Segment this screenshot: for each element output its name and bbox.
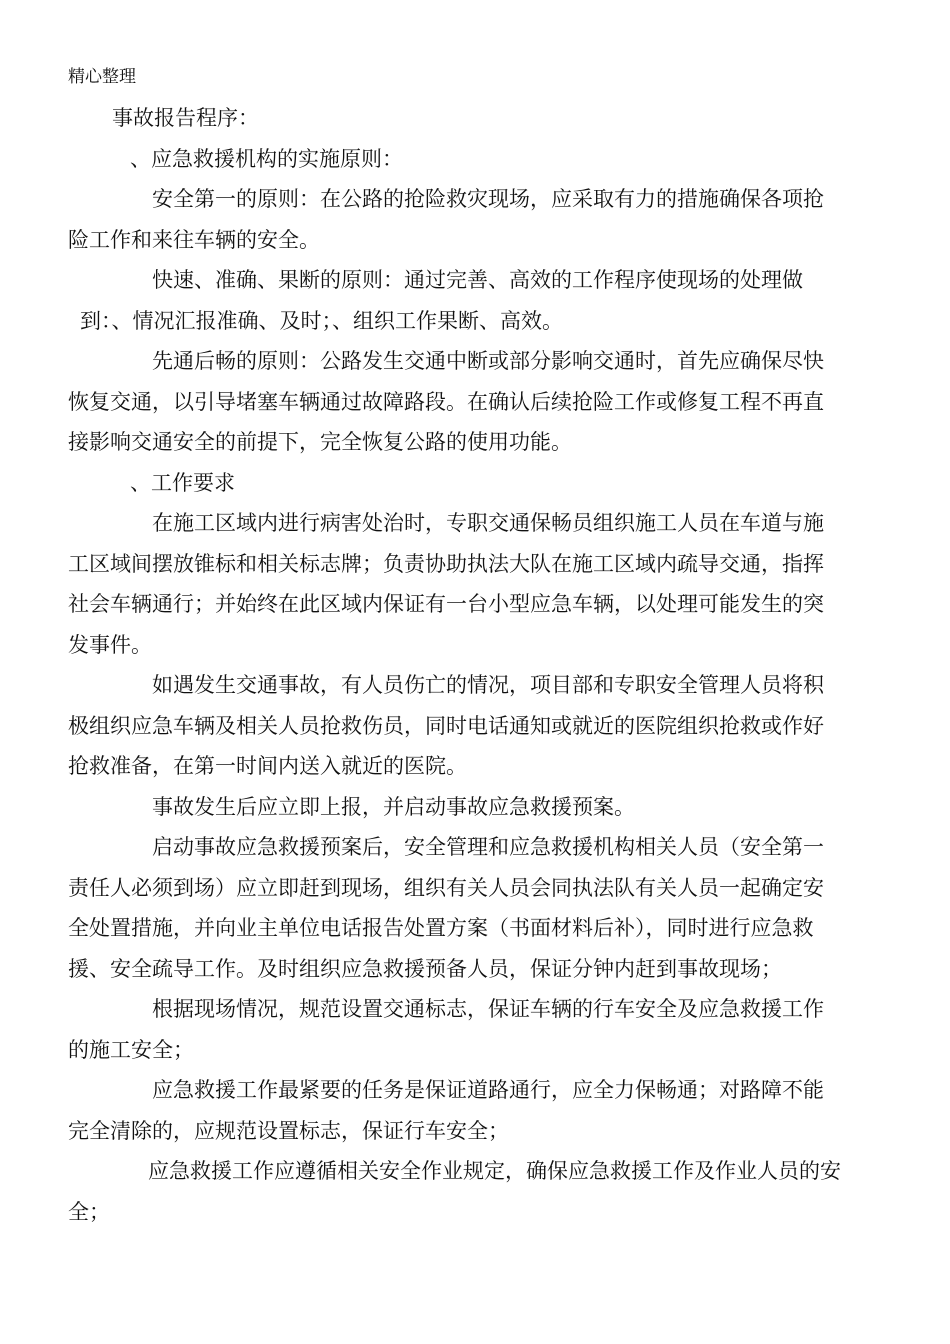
paragraph-line: 应急救援工作应遵循相关安全作业规定，确保应急救援工作及作业人员的安 <box>148 1159 841 1183</box>
paragraph-line: 安全第一的原则：在公路的抢险救灾现场，应采取有力的措施确保各项抢 <box>152 187 824 211</box>
paragraph-line: 到：、情况汇报准确、及时；、组织工作果断、高效。 <box>80 308 563 333</box>
header-note: 精心整理 <box>68 67 136 87</box>
paragraph-implementation-principles <box>68 139 868 180</box>
paragraph-activate-plan <box>68 827 868 989</box>
paragraph-line: 抢救准备，在第一时间内送入就近的医院。 <box>68 754 467 778</box>
paragraph-line: 如遇发生交通事故，有人员伤亡的情况，项目部和专职安全管理人员将积 <box>152 673 824 697</box>
paragraph-line: 工区域间摆放锥标和相关标志牌；负责协助执法大队在施工区域内疏导交通，指挥 <box>68 551 824 576</box>
paragraph-line: 在施工区域内进行病害处治时，专职交通保畅员组织施工人员在车道与施 <box>152 511 824 535</box>
paragraph-line: 极组织应急车辆及相关人员抢救伤员，同时电话通知或就近的医院组织抢救或作好 <box>68 713 824 738</box>
paragraph-line: 的施工安全； <box>68 1037 194 1062</box>
paragraph-line: 援、安全疏导工作。及时组织应急救援预备人员，保证分钟内赶到事故现场； <box>68 956 782 981</box>
paragraph-primary-task <box>68 1070 868 1151</box>
paragraph-site-conditions <box>68 989 868 1070</box>
paragraph-accident-report-procedure <box>68 98 868 139</box>
paragraph-report-immediately <box>68 787 868 828</box>
paragraph-line: 事故报告程序： <box>112 106 259 130</box>
paragraph-construction-zone <box>68 503 868 665</box>
paragraph-line: 快速、准确、果断的原则：通过完善、高效的工作程序使现场的处理做 <box>152 268 803 292</box>
paragraph-line: 险工作和来往车辆的安全。 <box>68 227 320 252</box>
paragraph-line: 接影响交通安全的前提下，完全恢复公路的使用功能。 <box>68 430 572 454</box>
paragraph-line: 社会车辆通行；并始终在此区域内保证有一台小型应急车辆，以处理可能发生的突 <box>68 592 824 616</box>
paragraph-line: 先通后畅的原则：公路发生交通中断或部分影响交通时，首先应确保尽快 <box>152 349 824 373</box>
paragraph-line: 全； <box>68 1199 110 1224</box>
paragraph-line: 启动事故应急救援预案后，安全管理和应急救援机构相关人员（安全第一 <box>152 835 824 859</box>
paragraph-line: 全处置措施，并向业主单位电话报告处置方案（书面材料后补），同时进行应急救 <box>68 916 814 940</box>
paragraph-line: 应急救援工作最紧要的任务是保证道路通行，应全力保畅通；对路障不能 <box>152 1078 824 1102</box>
document-body <box>68 98 868 1232</box>
paragraph-line: 、应急救援机构的实施原则： <box>130 146 403 171</box>
paragraph-line: 恢复交通，以引导堵塞车辆通过故障路段。在确认后续抢险工作或修复工程不再直 <box>68 389 824 414</box>
paragraph-line: 事故发生后应立即上报，并启动事故应急救援预案。 <box>152 794 635 819</box>
paragraph-line: 、工作要求 <box>130 470 235 495</box>
paragraph-follow-regulations <box>68 1151 868 1232</box>
paragraph-line: 发事件。 <box>68 632 152 657</box>
paragraph-line: 完全清除的，应规范设置标志，保证行车安全； <box>68 1118 509 1143</box>
paragraph-quick-accurate <box>68 260 868 341</box>
paragraph-line: 责任人必须到场）应立即赶到现场，组织有关人员会同执法队有关人员一起确定安 <box>68 875 824 900</box>
paragraph-safety-first <box>68 179 868 260</box>
paragraph-traffic-accident <box>68 665 868 787</box>
paragraph-line: 根据现场情况，规范设置交通标志，保证车辆的行车安全及应急救援工作 <box>152 997 824 1021</box>
paragraph-work-requirements <box>68 463 868 504</box>
paragraph-open-first <box>68 341 868 463</box>
